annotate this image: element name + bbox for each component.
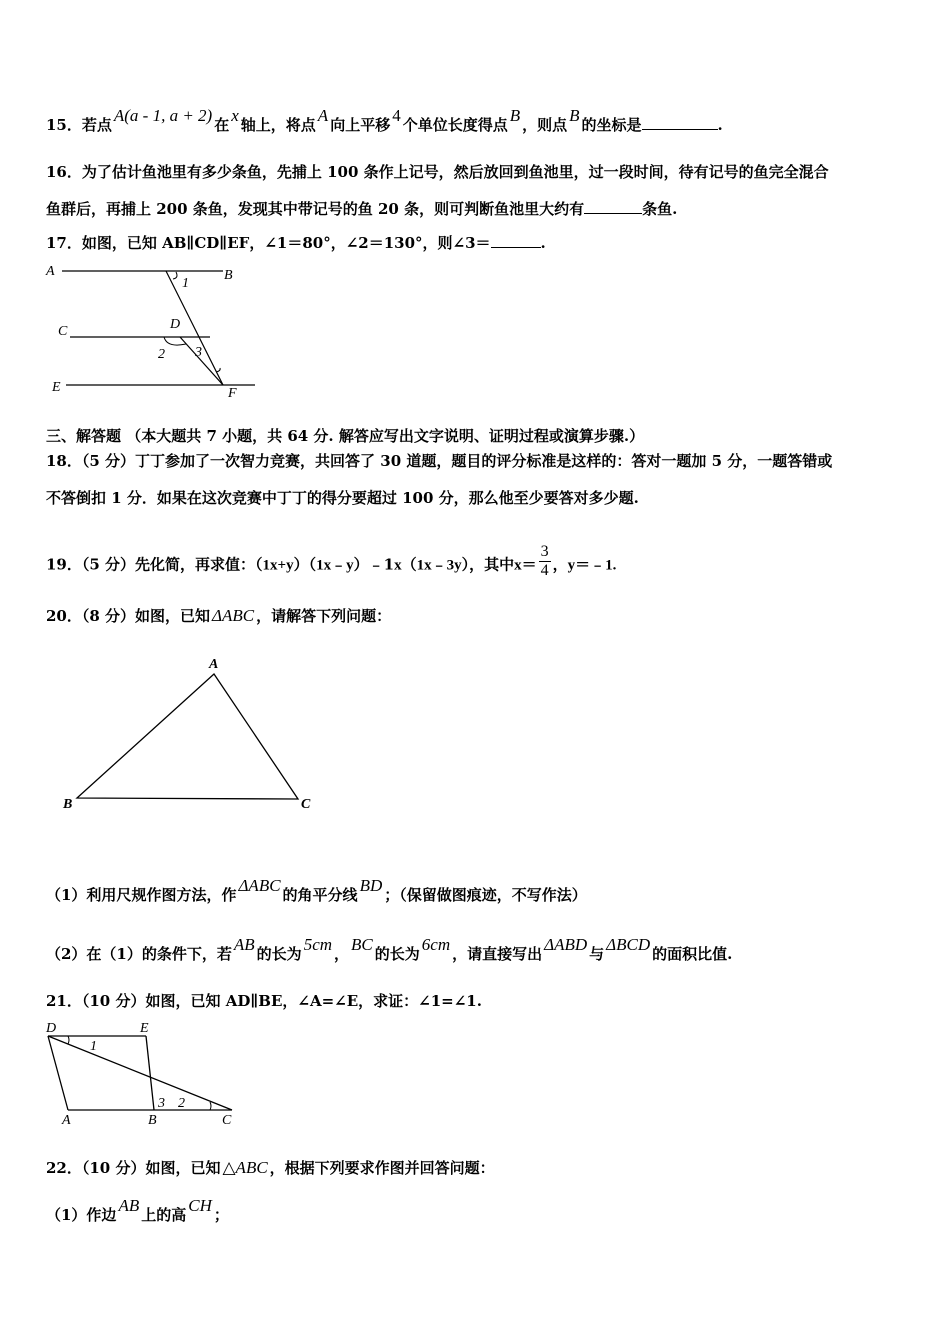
q15-point-a-coord: A(a - 1, a + 2) [113,106,213,125]
question-22-part-1 [46,1196,229,1225]
label-a: A [46,264,55,279]
angle-1-arc [68,1036,69,1044]
q22-ab: AB [118,1196,140,1215]
label-c: C [58,324,68,339]
q19-text: （ [401,555,417,574]
line-dc [48,1036,232,1110]
q16-text: 条鱼. [642,200,678,218]
q20-text: （1）利用尺规作图方法，作 [46,886,237,904]
line-eb [146,1036,154,1110]
label-b: B [148,1113,157,1128]
q20-triangle: ΔABC [238,876,281,895]
q20-value: 6cm [421,935,451,954]
q15-end: . [717,116,723,134]
answer-blank[interactable] [642,115,718,130]
q20-text: 的长为 [256,945,302,963]
angle-1-label: 1 [90,1039,97,1054]
fraction-three-quarters [539,543,551,580]
q20-text: ，请解答下列问题： [256,607,392,625]
q20-triangle: ΔABD [544,935,588,954]
q20-text: 与 [589,945,605,963]
line-da [48,1036,68,1110]
q15-text: 轴上，将点 [240,116,316,134]
q22-text: （1）作边 [46,1206,117,1224]
q20-triangle-figure [55,650,325,820]
q20-text: 的长为 [374,945,420,963]
label-b: B [63,797,73,812]
question-17 [46,233,546,253]
q20-value: 5cm [303,935,333,954]
q22-text: ； [213,1206,229,1224]
question-21: 21．（10 分）如图，已知 AD∥BE，∠A=∠E，求证：∠1=∠1. [46,992,482,1010]
label-e: E [52,380,61,395]
q19-expr: 1x﹣3y [416,557,462,574]
label-a: A [62,1113,71,1128]
q19-expr: 1x+y [262,557,294,574]
label-a: A [209,657,219,672]
q15-b-var: B [509,106,521,125]
q20-ab: AB [233,935,255,954]
angle-2-arc [210,1102,211,1110]
q15-text: 个单位长度得点 [402,116,508,134]
q15-text: ，则点 [522,116,568,134]
fraction-numerator: 3 [540,543,549,560]
q20-text: 的面积比值. [652,945,733,963]
q22-ch: CH [188,1196,212,1215]
question-20-part-1 [46,876,587,905]
q20-text: ， [334,945,350,963]
angle-2-label: 2 [178,1096,185,1111]
angle-1-arc [173,272,177,279]
q19-expr: x [394,557,402,574]
q20-bd: BD [359,876,383,895]
label-c: C [222,1113,232,1128]
q17-figure [40,258,260,403]
q15-text: 的坐标是 [581,116,642,134]
q15-x-var: x [231,106,239,125]
q19-text: 19．（5 分）先化简，再求值：（ [46,555,263,574]
q21-figure [40,1018,240,1130]
question-18-line-1: 18．（5 分）丁丁参加了一次智力竞赛，共回答了 30 道题，题目的评分标准是这样的：答对一题加 5 分，一题答错或 [46,452,833,470]
q20-text: ；（保留做图痕迹，不写作法） [384,886,587,904]
question-16-line-1: 16．为了估计鱼池里有多少条鱼，先捕上 100 条作上记号，然后放回到鱼池里，过一段时间，待有记号的鱼完全混合 [46,163,829,181]
question-20 [46,606,391,626]
triangle-abc [77,674,298,799]
label-d: D [170,317,181,332]
q20-bc: BC [351,935,373,954]
angle-2-arc [164,337,186,345]
question-16-line-2 [46,199,677,219]
section-3-heading: 三、解答题 （本大题共 7 小题，共 64 分. 解答应写出文字说明、证明过程或演算步骤.） [46,427,645,445]
question-15 [46,106,723,135]
q20-text: 20．（8 分）如图，已知 [46,607,211,625]
label-c: C [301,797,311,812]
q19-expr: 1x﹣y [316,557,354,574]
q15-a-var: A [317,106,329,125]
angle-3-label: 3 [158,1096,165,1111]
question-20-part-2 [46,935,733,964]
q15-text: 向上平移 [330,116,391,134]
label-f: F [228,386,237,401]
q19-x: x＝ [514,557,537,574]
angle-2-label: 2 [158,347,165,362]
q19-text: ）（ [293,555,317,574]
q20-triangle: ΔABC [212,606,255,625]
q16-text: 鱼群后，再捕上 200 条鱼，发现其中带记号的鱼 20 条，则可判断鱼池里大约有 [46,200,585,218]
q22-text: 22．（10 分）如图，已知 [46,1159,221,1177]
q15-number: 15．若点 [46,116,112,134]
question-18-line-2: 不答倒扣 1 分．如果在这次竞赛中丁丁的得分要超过 100 分，那么他至少要答对多少题. [46,489,639,507]
q20-text: ，请直接写出 [452,945,543,963]
q17-text: 17．如图，已知 AB∥CD∥EF，∠1＝80°，∠2＝130°，则∠3＝ [46,234,491,252]
question-22 [46,1158,495,1178]
q15-b-var: B [569,106,580,125]
q22-triangle: △ABC [222,1158,268,1177]
fraction-denominator: 4 [540,562,549,579]
label-d: D [46,1021,57,1036]
angle-1-label: 1 [182,276,189,291]
q15-text: 在 [214,116,230,134]
label-b: B [224,268,233,283]
q17-end: . [540,234,546,252]
q19-text: ）﹣1 [353,555,395,574]
q20-triangle: ΔBCD [606,935,651,954]
angle-3-arc [216,368,220,372]
question-19 [46,543,617,584]
q22-text: 上的高 [141,1206,187,1224]
q19-y: ，y＝﹣1. [552,557,617,574]
q15-four: 4 [392,106,401,125]
answer-blank[interactable] [584,199,642,214]
q22-text: ，根据下列要求作图并回答问题： [269,1159,495,1177]
q19-text: ），其中 [461,555,515,574]
label-e: E [140,1021,149,1036]
answer-blank[interactable] [491,233,541,248]
q20-text: 的角平分线 [282,886,358,904]
angle-3-label: 3 [195,345,202,360]
q20-text: （2）在（1）的条件下，若 [46,945,232,963]
